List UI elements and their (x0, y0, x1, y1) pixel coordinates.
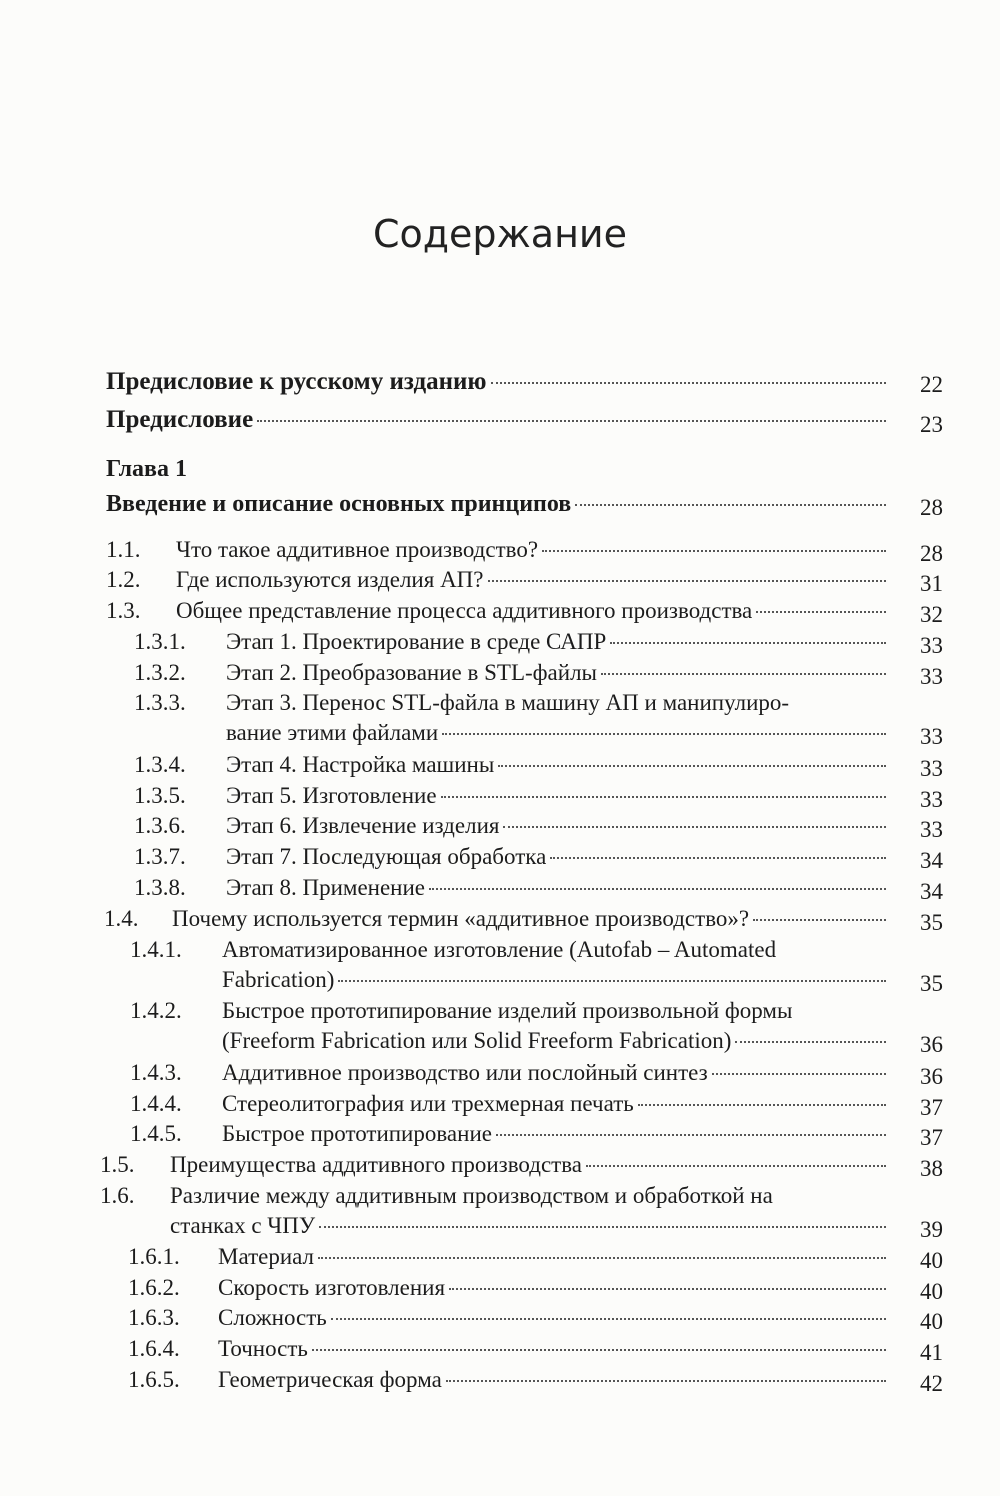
toc-entry-number: 1.3.7. (134, 844, 186, 869)
toc-entry-number: 1.3.1. (134, 629, 186, 654)
toc-entry-number: 1.3.3. (134, 690, 186, 715)
toc-entry-number: 1.4.1. (130, 937, 182, 962)
dot-leader (429, 888, 886, 890)
toc-page-number: 40 (920, 1248, 943, 1273)
dot-leader (550, 857, 886, 859)
dot-leader (312, 1349, 886, 1351)
chapter-heading: Глава 1 (106, 456, 187, 482)
dot-leader (601, 673, 886, 675)
toc-entry-label: Быстрое прототипирование (222, 1121, 492, 1146)
dot-leader (756, 611, 886, 613)
dot-leader (319, 1226, 886, 1228)
toc-entry-label: Стереолитография или трехмерная печать (222, 1091, 634, 1116)
dot-leader (488, 580, 886, 582)
toc-page-number: 33 (920, 633, 943, 658)
toc-entry-label: Материал (218, 1244, 315, 1269)
toc-entry-label: Где используются изделия АП? (176, 567, 484, 592)
toc-entry-label: Этап 7. Последующая обработка (226, 844, 547, 869)
dot-leader (575, 504, 886, 506)
toc-entry-label: Что такое аддитивное производство? (176, 537, 539, 562)
toc-entry-label: Общее представление процесса аддитивного производства (176, 598, 753, 623)
toc-entry-number: 1.6.5. (128, 1367, 180, 1392)
toc-page-number: 40 (920, 1279, 943, 1304)
toc-page-number: 41 (920, 1340, 943, 1365)
toc-page-number: 37 (920, 1095, 943, 1120)
toc-entry-number: 1.2. (106, 567, 141, 592)
toc-page-number: 35 (920, 910, 943, 935)
toc-page-number: 33 (920, 817, 943, 842)
toc-page-number: 33 (920, 724, 943, 749)
toc-page-number: 36 (920, 1032, 943, 1057)
toc-entry-number: 1.4.2. (130, 998, 182, 1023)
toc-entry-number: 1.3.4. (134, 752, 186, 777)
toc-entry-label: Этап 1. Проектирование в среде САПР (226, 629, 607, 654)
toc-entry-label: Аддитивное производство или послойный синтез (222, 1060, 708, 1085)
page-title: Содержание (373, 212, 627, 256)
dot-leader (503, 826, 886, 828)
dot-leader (441, 796, 886, 798)
toc-entry-number: 1.6. (100, 1183, 135, 1208)
dot-leader (446, 1380, 886, 1382)
toc-entry-number: 1.3.8. (134, 875, 186, 900)
toc-entry-number: 1.6.1. (128, 1244, 180, 1269)
toc-entry-label: Преимущества аддитивного производства (170, 1152, 582, 1177)
toc-page-number: 33 (920, 756, 943, 781)
toc-entry-label: (Freeform Fabrication или Solid Freeform Fabrication) (222, 1028, 732, 1053)
toc-page-number: 39 (920, 1217, 943, 1242)
toc-entry-number: 1.4. (104, 906, 139, 931)
toc-entry-label: Этап 3. Перенос STL-файла в машину АП и манипулиро- (226, 690, 790, 715)
toc-entry-number: 1.6.4. (128, 1336, 180, 1361)
toc-entry-label: Точность (218, 1336, 308, 1361)
toc-entry-number: 1.5. (100, 1152, 135, 1177)
toc-entry-label: Сложность (218, 1305, 327, 1330)
toc-page-number: 34 (920, 848, 943, 873)
toc-entry-number: 1.3.5. (134, 783, 186, 808)
toc-page-number: 33 (920, 664, 943, 689)
dot-leader (442, 733, 886, 735)
toc-entry-label: станках с ЧПУ (170, 1213, 316, 1238)
toc-entry-number: 1.3.6. (134, 813, 186, 838)
toc-entry-label: Этап 2. Преобразование в STL-файлы (226, 660, 598, 685)
toc-entry-label: вание этими файлами (226, 720, 439, 745)
toc-entry-label: Введение и описание основных принципов (106, 491, 572, 517)
toc-entry-label: Fabrication) (222, 967, 335, 992)
toc-entry-label: Геометрическая форма (218, 1367, 442, 1392)
dot-leader (496, 1134, 886, 1136)
toc-page-number: 33 (920, 787, 943, 812)
toc-entry-label: Автоматизированное изготовление (Autofab – Automated (222, 937, 777, 962)
toc-page-number: 22 (920, 372, 943, 397)
toc-entry-label: Этап 6. Извлечение изделия (226, 813, 500, 838)
toc-entry-number: 1.4.4. (130, 1091, 182, 1116)
toc-page-number: 28 (920, 541, 943, 566)
dot-leader (257, 420, 886, 422)
toc-page-number: 36 (920, 1064, 943, 1089)
toc-entry-number: 1.1. (106, 537, 141, 562)
toc-page-number: 35 (920, 971, 943, 996)
toc-entry-number: 1.3. (106, 598, 141, 623)
dot-leader (498, 765, 886, 767)
dot-leader (712, 1073, 886, 1075)
toc-entry-number: 1.6.3. (128, 1305, 180, 1330)
toc-entry-number: 1.4.5. (130, 1121, 182, 1146)
toc-entry-number: 1.6.2. (128, 1275, 180, 1300)
toc-entry-number: 1.4.3. (130, 1060, 182, 1085)
toc-entry-label: Почему используется термин «аддитивное производство»? (172, 906, 750, 931)
dot-leader (449, 1288, 886, 1290)
dot-leader (338, 980, 886, 982)
toc-page-number: 23 (920, 412, 943, 437)
dot-leader (318, 1257, 886, 1259)
toc-entry-label: Быстрое прототипирование изделий произвольной формы (222, 998, 793, 1023)
toc-page-number: 37 (920, 1125, 943, 1150)
toc-entry-label: Предисловие (106, 406, 254, 433)
toc-page-number: 32 (920, 602, 943, 627)
toc-page-number: 28 (920, 495, 943, 520)
dot-leader (638, 1104, 886, 1106)
dot-leader (542, 550, 886, 552)
dot-leader (586, 1165, 886, 1167)
toc-page-number: 31 (920, 571, 943, 596)
dot-leader (491, 382, 886, 384)
toc-page-number: 42 (920, 1371, 943, 1396)
dot-leader (331, 1318, 886, 1320)
toc-page-number: 40 (920, 1309, 943, 1334)
toc-entry-number: 1.3.2. (134, 660, 186, 685)
dot-leader (735, 1041, 886, 1043)
toc-page-number: 34 (920, 879, 943, 904)
toc-entry-label: Этап 4. Настройка машины (226, 752, 495, 777)
toc-entry-label: Этап 8. Применение (226, 875, 426, 900)
dot-leader (610, 642, 886, 644)
dot-leader (753, 919, 886, 921)
toc-entry-label: Предисловие к русскому изданию (106, 368, 487, 395)
toc-page-number: 38 (920, 1156, 943, 1181)
toc-entry-label: Скорость изготовления (218, 1275, 446, 1300)
toc-entry-label: Этап 5. Изготовление (226, 783, 437, 808)
toc-entry-label: Различие между аддитивным производством и обработкой на (170, 1183, 773, 1208)
